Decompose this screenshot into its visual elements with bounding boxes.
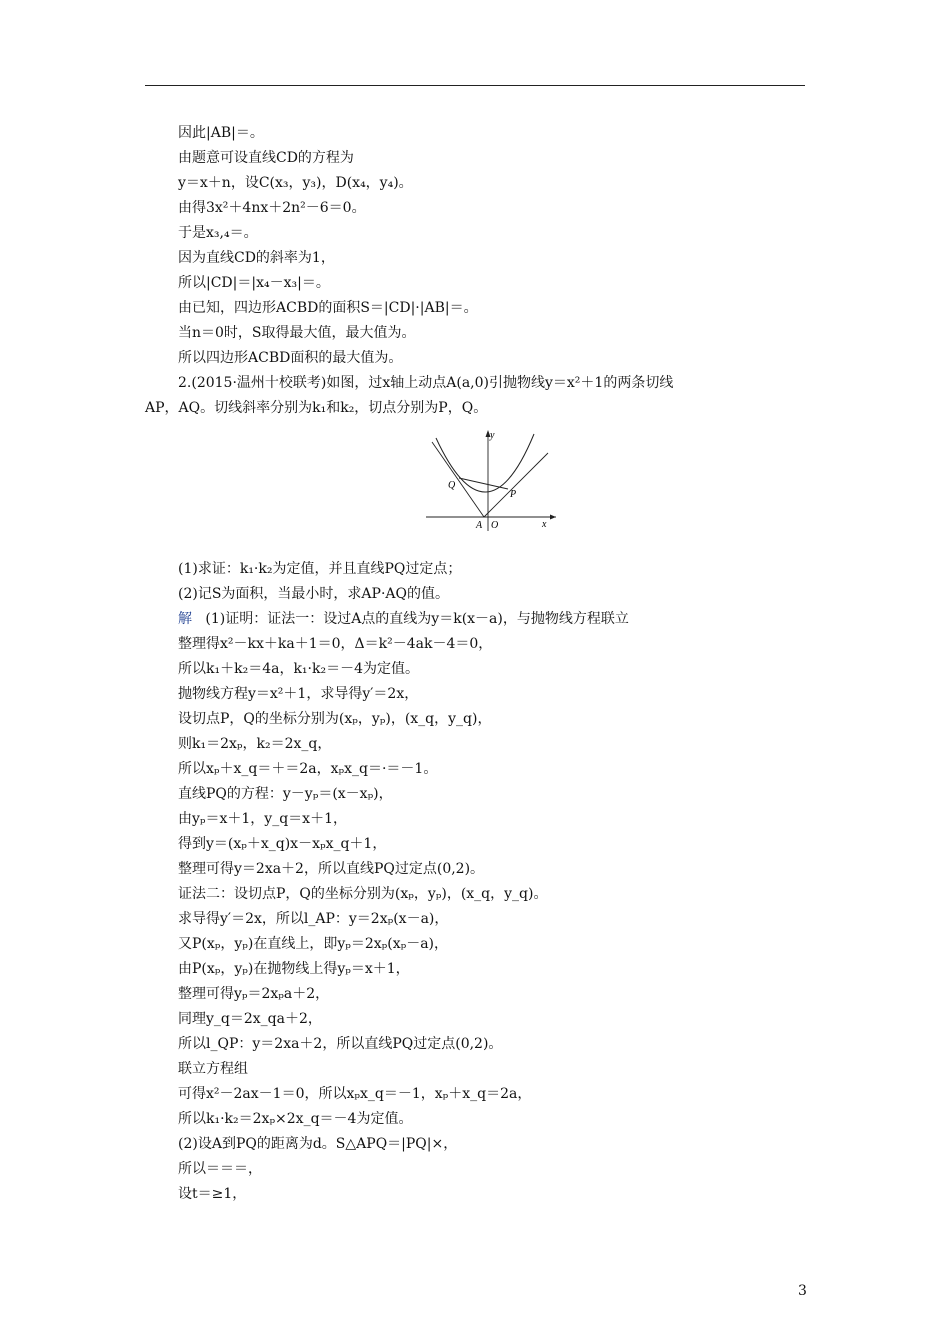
text-line: 2.(2015·温州十校联考)如图，过x轴上动点A(a,0)引抛物线y＝x²＋1的两条切线: [178, 375, 674, 391]
text-line: 所以xₚ＋x_q＝＋＝2a，xₚx_q＝·＝－1。: [178, 761, 438, 777]
text-line: 设切点P，Q的坐标分别为(xₚ，yₚ)，(x_q，y_q)，: [178, 711, 492, 727]
page-number: 3: [798, 1283, 807, 1299]
y-axis-label: y: [490, 430, 495, 441]
x-axis-label: x: [542, 519, 547, 530]
text-line: 整理可得y＝2xa＋2，所以直线PQ过定点(0,2)。: [178, 861, 485, 877]
solution-line: [178, 610, 629, 628]
point-q-label: Q: [448, 480, 456, 491]
text-line: 所以k₁＋k₂＝4a，k₁·k₂＝－4为定值。: [178, 661, 419, 677]
text-line: y＝x＋n，设C(x₃，y₃)，D(x₄，y₄)。: [178, 175, 413, 191]
text-line: 整理可得yₚ＝2xₚa＋2，: [178, 986, 330, 1002]
text-line: 由yₚ＝x＋1，y_q＝x＋1，: [178, 811, 347, 827]
text-line: 所以＝＝＝，: [178, 1161, 262, 1177]
text-line: 由得3x²＋4nx＋2n²－6＝0。: [178, 200, 366, 216]
text-line: 联立方程组: [178, 1061, 248, 1077]
text-line: (2)记S为面积，当最小时，求AP·AQ的值。: [178, 586, 449, 602]
point-a-label: A: [476, 520, 483, 531]
text-line: (2)设A到PQ的距离为d。S△APQ＝|PQ|×，: [178, 1136, 458, 1152]
text-line: 因此|AB|＝。: [178, 125, 264, 141]
text-line: 可得x²－2ax－1＝0，所以xₚx_q＝－1，xₚ＋x_q＝2a，: [178, 1086, 532, 1102]
text-line: 设t＝≥1，: [178, 1186, 247, 1202]
tangent-line-aq: [432, 442, 484, 517]
text-line: 所以l_QP：y＝2xa＋2，所以直线PQ过定点(0,2)。: [178, 1036, 503, 1052]
header-rule: [145, 85, 805, 86]
tangent-line-ap: [484, 453, 548, 517]
text-line: 直线PQ的方程：y－yₚ＝(x－xₚ)，: [178, 786, 393, 802]
origin-label: O: [491, 520, 499, 531]
text-line: 由题意可设直线CD的方程为: [178, 150, 354, 166]
solution-marker: 解: [178, 611, 192, 627]
text-line: 证法二：设切点P，Q的坐标分别为(xₚ，yₚ)，(x_q，y_q)。: [178, 886, 548, 902]
text-line: 因为直线CD的斜率为1，: [178, 250, 335, 266]
x-axis-arrow: [550, 515, 556, 520]
parabola-figure: [424, 428, 558, 532]
text-line: 则k₁＝2xₚ，k₂＝2x_q，: [178, 736, 332, 752]
text-line: 同理y_q＝2x_qa＋2，: [178, 1011, 322, 1027]
text-line: AP，AQ。切线斜率分别为k₁和k₂，切点分别为P，Q。: [145, 400, 488, 416]
text-line: 整理得x²－kx＋ka＋1＝0，Δ＝k²－4ak－4＝0，: [178, 636, 493, 652]
text-line: 抛物线方程y＝x²＋1，求导得y′＝2x，: [178, 686, 419, 702]
point-p-label: P: [510, 489, 517, 500]
text-line: 于是x₃,₄＝。: [178, 225, 258, 241]
text-line: 又P(xₚ，yₚ)在直线上，即yₚ＝2xₚ(xₚ－a)，: [178, 936, 449, 952]
text-line: 当n＝0时，S取得最大值，最大值为。: [178, 325, 416, 341]
text-line: 求导得y′＝2x，所以l_AP：y＝2xₚ(x－a)，: [178, 911, 449, 927]
text-line: 所以|CD|＝|x₄－x₃|＝。: [178, 275, 330, 291]
text-line: (1)求证：k₁·k₂为定值，并且直线PQ过定点；: [178, 561, 462, 577]
text-line: 得到y＝(xₚ＋x_q)x－xₚx_q＋1，: [178, 836, 387, 852]
text-line: 由已知，四边形ACBD的面积S＝|CD|·|AB|＝。: [178, 300, 478, 316]
text-line: 由P(xₚ，yₚ)在抛物线上得yₚ＝x＋1，: [178, 961, 410, 977]
text-line: 所以四边形ACBD面积的最大值为。: [178, 350, 403, 366]
text-line: 所以k₁·k₂＝2xₚ×2x_q＝－4为定值。: [178, 1111, 413, 1127]
solution-text: (1)证明：证法一：设过A点的直线为y＝k(x－a)，与抛物线方程联立: [205, 611, 629, 627]
